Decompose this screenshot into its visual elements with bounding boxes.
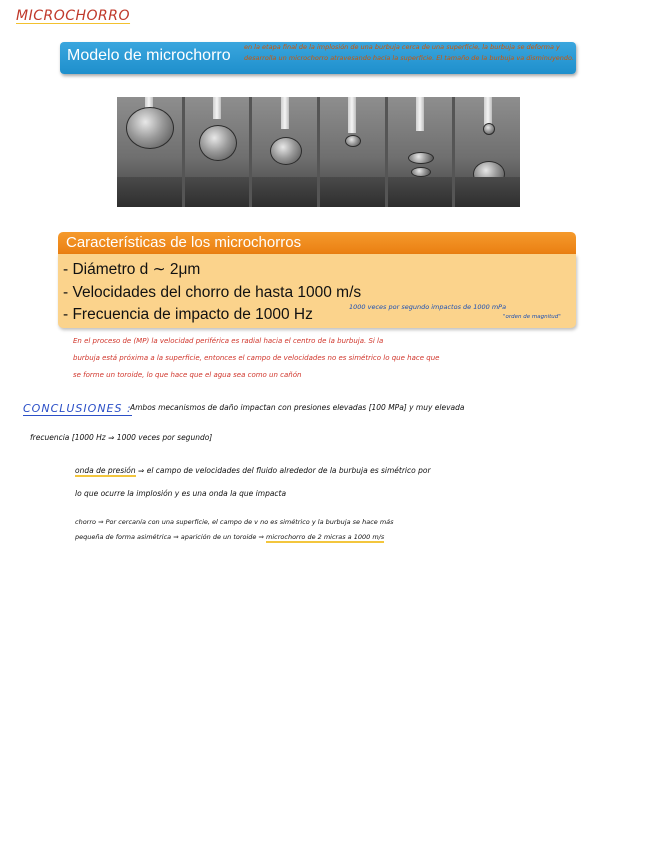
feature-velocity: - Velocidades del chorro de hasta 1000 m/s (63, 284, 362, 301)
conclusions-line-1: Ambos mecanismos de daño impactan con presiones elevadas [100 MPa] y muy elevada (130, 403, 465, 412)
magnitude-handwritten-note: "orden de magnitud" (503, 314, 561, 320)
photo-frame-3 (252, 97, 317, 207)
frequency-handwritten-note: 1000 veces por segundo impactos de 1000 mPa (349, 303, 507, 311)
photo-frame-5 (388, 97, 453, 207)
pressure-wave-line-1 (75, 466, 431, 475)
jet-text: ⇒ Por cercanía con una superficie, el campo de v no es simétrico y la burbuja se hace más (98, 518, 394, 526)
photo-frame-4 (320, 97, 385, 207)
red-note-line-3: se forme un toroide, lo que hace que el agua sea como un cañón (73, 371, 302, 379)
photo-frame-2 (185, 97, 250, 207)
pressure-wave-term: onda de presión (75, 466, 136, 475)
feature-diameter: - Diámetro d ∼ 2μm (63, 261, 201, 278)
conclusions-label: CONCLUSIONES : (23, 402, 132, 415)
features-title: Características de los microchorros (66, 234, 302, 251)
jet-line-2 (75, 533, 384, 541)
pressure-wave-text: ⇒ el campo de velocidades del fluido alrededor de la burbuja es simétrico por (138, 466, 431, 475)
jet-text-2: pequeña de forma asimétrica ⇒ aparición de un toroide ⇒ (75, 533, 264, 541)
photo-strip (117, 97, 520, 207)
red-note-line-2: burbuja está próxima a la superficie, entonces el campo de velocidades no es simétrico lo que hace que (73, 354, 440, 362)
red-note-line-1: En el proceso de (MP) la velocidad periférica es radial hacia el centro de la burbuja. Si la (73, 337, 384, 345)
feature-frequency: - Frecuencia de impacto de 1000 Hz (63, 306, 313, 323)
pressure-wave-line-2: lo que ocurre la implosión y es una onda la que impacta (75, 489, 287, 498)
conclusions-line-2: frecuencia [1000 Hz ⇒ 1000 veces por segundo] (30, 433, 213, 442)
jet-term: chorro (75, 518, 96, 526)
banner-handwritten-note: en la etapa final de la implosión de una burbuja cerca de una superficie, la burbuja se deforma y desarrolla un microchorro atravesando hacia la superficie. El tamaño de la burbuja va disminuyendo. (244, 43, 575, 62)
page-heading: MICROCHORRO (16, 8, 131, 24)
banner-title: Modelo de microchorro (67, 47, 231, 64)
jet-line-1 (75, 518, 394, 526)
photo-frame-1 (117, 97, 182, 207)
microjet-highlight: microchorro de 2 micras a 1000 m/s (266, 533, 385, 541)
photo-frame-6 (455, 97, 520, 207)
